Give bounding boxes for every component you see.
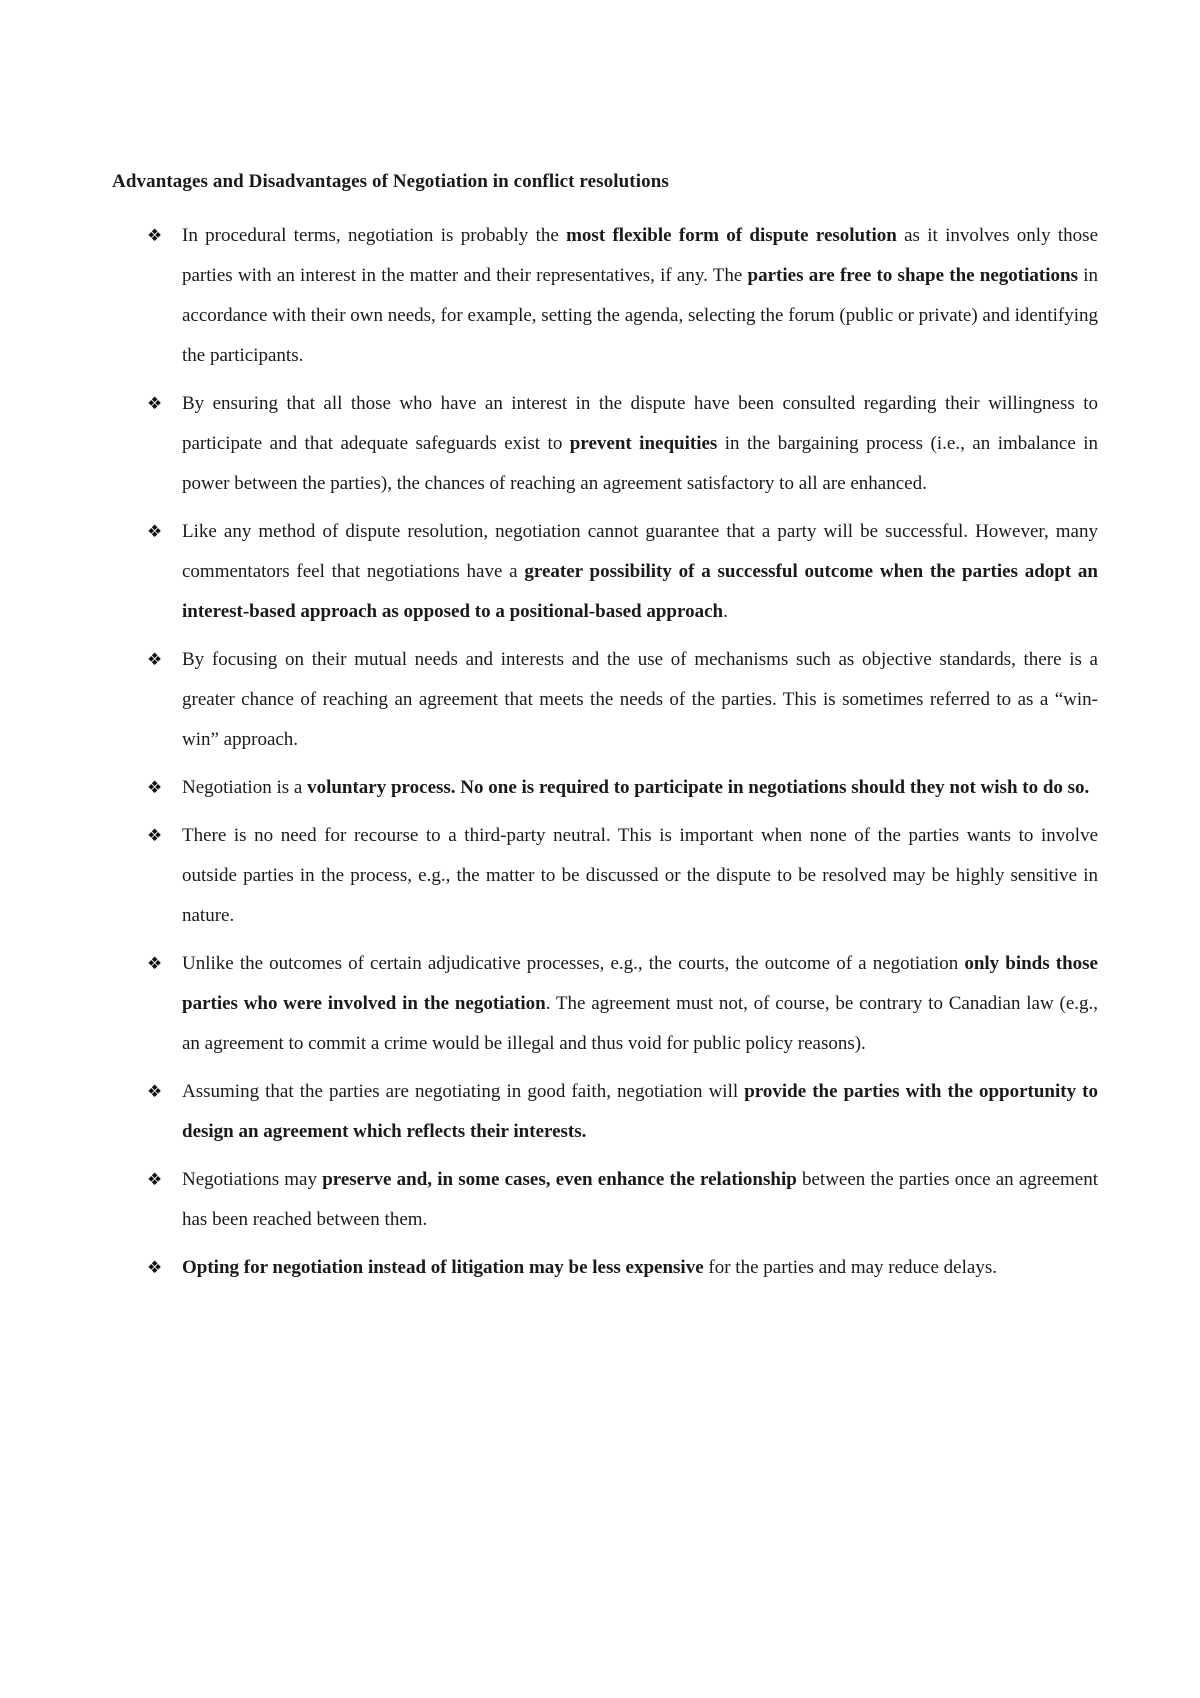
- list-item: [0, 512, 1200, 632]
- text-run: between the parties once an agreement has been reached between them.: [182, 1169, 1098, 1230]
- bullet-list: [0, 216, 1200, 1296]
- diamond-bullet-icon: ❖: [147, 394, 163, 413]
- diamond-bullet-icon: ❖: [147, 778, 163, 797]
- diamond-bullet-icon: ❖: [147, 522, 163, 541]
- bold-text-run: voluntary process. No one is required to participate in negotiations should they not wish to do so.: [307, 777, 1090, 798]
- text-run: for the parties and may reduce delays.: [703, 1257, 997, 1278]
- text-run: By ensuring that all those who have an interest in the dispute have been consulted regarding their willingness to participate and that adequate safeguards exist to: [182, 393, 1098, 454]
- text-run: . The agreement must not, of course, be contrary to Canadian law (e.g., an agreement to commit a crime would be illegal and thus void for public policy reasons).: [182, 993, 1098, 1054]
- diamond-bullet-icon: ❖: [147, 650, 163, 669]
- diamond-bullet-icon: ❖: [147, 1082, 163, 1101]
- list-item: [0, 384, 1200, 504]
- text-run: There is no need for recourse to a third-party neutral. This is important when none of the parties wants to involve outside parties in the process, e.g., the matter to be discussed or the dispute to be resolved may be highly sensitive in nature.: [182, 825, 1098, 926]
- text-run: Unlike the outcomes of certain adjudicative processes, e.g., the courts, the outcome of a negotiation: [182, 953, 965, 974]
- text-run: Negotiations may: [182, 1169, 323, 1190]
- bold-text-run: only binds those parties who were involved in the negotiation: [182, 953, 1098, 1014]
- bold-text-run: greater possibility of a successful outcome when the parties adopt an interest-based approach as opposed to a positional-based approach: [182, 561, 1098, 622]
- text-run: in accordance with their own needs, for example, setting the agenda, selecting the forum (public or private) and identifying the participants.: [182, 265, 1098, 366]
- diamond-bullet-icon: ❖: [147, 954, 163, 973]
- text-run: Like any method of dispute resolution, negotiation cannot guarantee that a party will be successful. However, many commentators feel that negotiations have a: [182, 521, 1098, 582]
- text-run: Assuming that the parties are negotiating in good faith, negotiation will: [182, 1081, 745, 1102]
- list-item: [0, 1072, 1200, 1152]
- list-item: [0, 1160, 1200, 1240]
- list-item: [0, 1248, 1200, 1288]
- diamond-bullet-icon: ❖: [147, 1258, 163, 1277]
- bold-text-run: preserve and, in some cases, even enhance the relationship: [322, 1169, 797, 1190]
- diamond-bullet-icon: ❖: [147, 226, 163, 245]
- diamond-bullet-icon: ❖: [147, 826, 163, 845]
- diamond-bullet-icon: ❖: [147, 1170, 163, 1189]
- text-run: By focusing on their mutual needs and interests and the use of mechanisms such as objective standards, there is a greater chance of reaching an agreement that meets the needs of the parties. This is sometimes referred to as a “win-win” approach.: [182, 649, 1098, 750]
- text-run: .: [723, 601, 728, 622]
- bold-text-run: prevent inequities: [569, 433, 718, 454]
- list-item: [0, 944, 1200, 1064]
- list-item: [0, 816, 1200, 936]
- text-run: Negotiation is a: [182, 777, 308, 798]
- text-run: in the bargaining process (i.e., an imbalance in power between the parties), the chances of reaching an agreement satisfactory to all are enhanced.: [182, 433, 1099, 494]
- text-run: as it involves only those parties with an interest in the matter and their representatives, if any. The: [182, 225, 1098, 286]
- text-run: In procedural terms, negotiation is probably the: [182, 225, 567, 246]
- bold-text-run: most flexible form of dispute resolution: [566, 225, 897, 246]
- list-item: [0, 216, 1200, 376]
- bold-text-run: provide the parties with the opportunity to design an agreement which reflects their interests.: [182, 1081, 1098, 1142]
- bold-text-run: parties are free to shape the negotiations: [747, 265, 1078, 286]
- page-title: Advantages and Disadvantages of Negotiation in conflict resolutions: [112, 171, 669, 192]
- list-item: [0, 640, 1200, 760]
- list-item: [0, 768, 1200, 808]
- bold-text-run: Opting for negotiation instead of litigation may be less expensive: [182, 1257, 704, 1278]
